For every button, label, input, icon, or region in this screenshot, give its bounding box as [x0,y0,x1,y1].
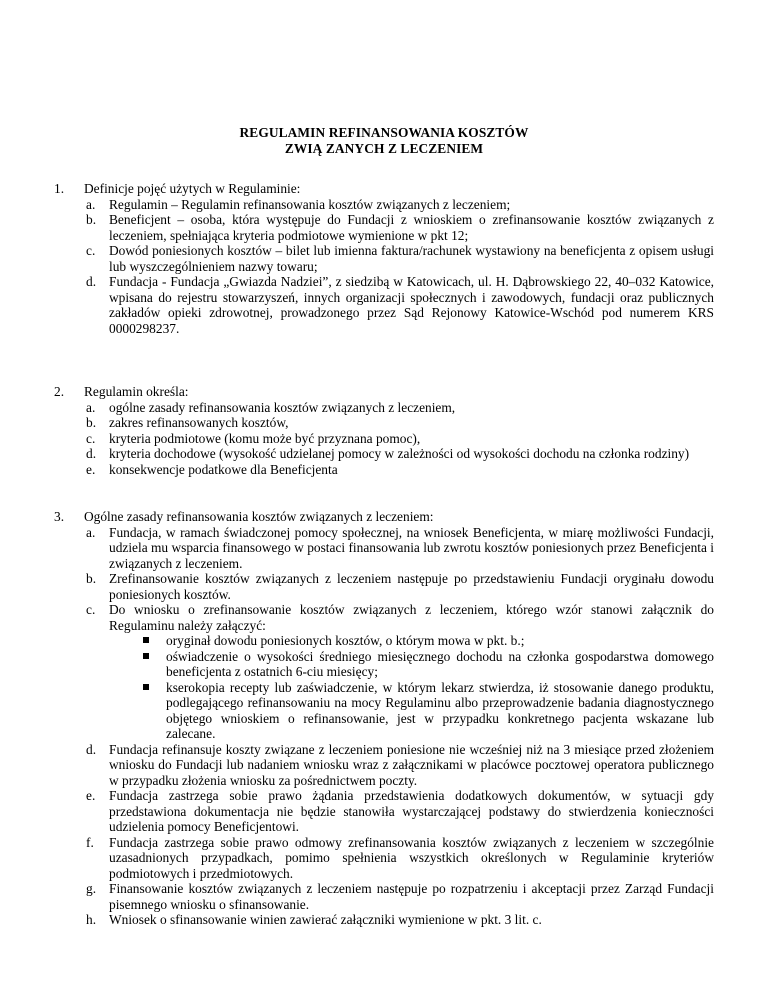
item-letter: a. [86,399,96,415]
list-item [54,243,714,274]
bullet-text: kserokopia recepty lub zaświadczenie, w którym lekarz stwierdza, iż stosowanie danego produktu, podlegającego refinansowaniu na mocy Regulaminu albo przeprowadzenie badania diagnostycznego objętego wnioskiem o refinansowanie, jest w przypadku konkretnego pacjenta wskazane lub zalecane. [166,679,714,741]
item-letter: b. [86,571,97,586]
list-item [54,197,714,213]
list-item [54,212,714,243]
item-letter: h. [86,912,97,927]
bullet-square-icon [143,684,149,690]
document-title-line-2: ZWIĄ ZANYCH Z LECZENIEM [284,141,484,156]
item-text: Wniosek o sfinansowanie winien zawierać załączniki wymienione w pkt. 3 lit. c. [109,912,542,927]
list-item [54,446,714,462]
item-text: Dowód poniesionych kosztów – bilet lub imienna faktura/rachunek wystawiony na beneficjenta z opisem usługi lub wyszczególnieniem nazwy towaru; [109,243,714,274]
section-heading-text: Regulamin określa: [84,384,189,399]
item-text: kryteria podmiotowe (komu może być przyznana pomoc), [109,430,421,446]
list-item [54,274,714,336]
item-letter: d. [86,741,97,757]
bullet-text: oświadczenie o wysokości średniego miesięcznego dochodu na członka gospodarstwa domowego beneficjenta z ostatnich 6-ciu miesięcy; [166,648,714,679]
list-item [54,835,714,882]
item-text: Fundacja zastrzega sobie prawo odmowy zrefinansowania kosztów związanych z leczeniem w szczególnie uzasadnionych przypadkach, pomimo spełnienia wszystkich określonych w Regulaminie kryteriów podmiotowych i przedmiotowych. [109,834,714,881]
list-item [54,462,714,478]
list-item [54,415,714,431]
item-text: kryteria dochodowe (wysokość udzielanej pomocy w zależności od wysokości dochodu na członka rodziny) [109,446,690,461]
item-text: zakres refinansowanych kosztów, [109,415,289,430]
bullet-square-icon [143,637,149,643]
item-letter: e. [86,788,96,803]
item-letter: a. [86,524,96,540]
item-letter: c. [86,430,96,446]
item-text: Fundacja, w ramach świadczonej pomocy społecznej, na wniosek Beneficjenta, w miarę możliwości Fundacji, udziela mu wsparcia finansowego w postaci finansowania lub zwrotu kosztów poniesionych przez Beneficjenta i związanych z leczeniem. [109,524,714,571]
item-letter: c. [86,602,96,617]
item-text: konsekwencje podatkowe dla Beneficjenta [109,461,338,477]
section-general-rules [54,509,714,928]
list-item [54,912,714,928]
list-item [54,431,714,447]
list-item [54,788,714,835]
item-letter: d. [86,274,97,289]
item-text: Fundacja refinansuje koszty związane z leczeniem poniesione nie wcześniej niż na 3 miesiące przed złożeniem wniosku do Fundacji lub nadaniem wniosku wraz z załącznikami w placówce pocztowej operatora publicznego w przypadku złożenia wniosku za pośrednictwem poczty. [109,741,714,788]
section-heading [54,509,714,525]
bullet-item [54,680,714,742]
item-text: Regulamin – Regulamin refinansowania kosztów związanych z leczeniem; [109,196,511,212]
list-item [54,525,714,572]
item-text: ogólne zasady refinansowania kosztów związanych z leczeniem, [109,399,456,415]
item-letter: b. [86,212,97,227]
section-heading [54,181,714,197]
section-number: 1. [54,181,65,196]
section-number: 3. [54,509,65,524]
item-letter: e. [86,461,96,477]
section-heading-text: Ogólne zasady refinansowania kosztów związanych z leczeniem: [84,509,434,524]
section-scope [54,384,714,477]
bullet-item [54,649,714,680]
list-item [54,571,714,602]
item-letter: g. [86,881,97,896]
bullet-square-icon [143,653,149,659]
item-text: Zrefinansowanie kosztów związanych z leczeniem następuje po przedstawieniu Fundacji oryginału dowodu poniesionych kosztów. [109,571,714,602]
section-heading [54,384,714,400]
bullet-text: oryginał dowodu poniesionych kosztów, o którym mowa w pkt. b.; [166,633,525,648]
item-letter: d. [86,446,97,461]
item-text: Fundacja zastrzega sobie prawo żądania przedstawienia dodatkowych dokumentów, w sytuacji gdy przedstawiona dokumentacja nie będzie stanowiła wystarczającej podstawy do stwierdzenia konieczności udzielenia pomocy Beneficjentowi. [109,788,714,834]
bullet-item [54,633,714,649]
list-item [54,602,714,742]
document-title-line-1: REGULAMIN REFINANSOWANIA KOSZTÓW [239,125,529,140]
list-item [54,742,714,789]
item-text: Beneficjent – osoba, która występuje do Fundacji z wnioskiem o zrefinansowanie kosztów związanych z leczeniem, spełniająca kryteria podmiotowe wymienione w pkt 12; [109,212,714,243]
list-item [54,400,714,416]
item-letter: b. [86,415,97,430]
item-letter: a. [86,196,96,212]
section-heading-text: Definicje pojęć użytych w Regulaminie: [84,181,301,196]
item-letter: c. [86,243,96,258]
item-letter: f. [86,834,94,850]
list-item [54,881,714,912]
section-definitions [54,181,714,336]
section-number: 2. [54,384,65,399]
item-text: Do wniosku o zrefinansowanie kosztów związanych z leczeniem, którego wzór stanowi załącznik do Regulaminu należy załączyć: [109,602,714,633]
item-text: Finansowanie kosztów związanych z leczeniem następuje po rozpatrzeniu i akceptacji przez Zarząd Fundacji pisemnego wniosku o sfinansowanie. [109,881,714,912]
item-text: Fundacja - Fundacja „Gwiazda Nadziei”, z siedzibą w Katowicach, ul. H. Dąbrowskiego 22, 40–032 Katowice, wpisana do rejestru stowarzyszeń, innych organizacji społecznych i zawodowych, fundacji oraz publicznych zakładów opieki zdrowotnej, prowadzonego przez Sąd Rejonowy Katowice-Wschód pod numerem KRS 0000298237. [109,274,714,336]
